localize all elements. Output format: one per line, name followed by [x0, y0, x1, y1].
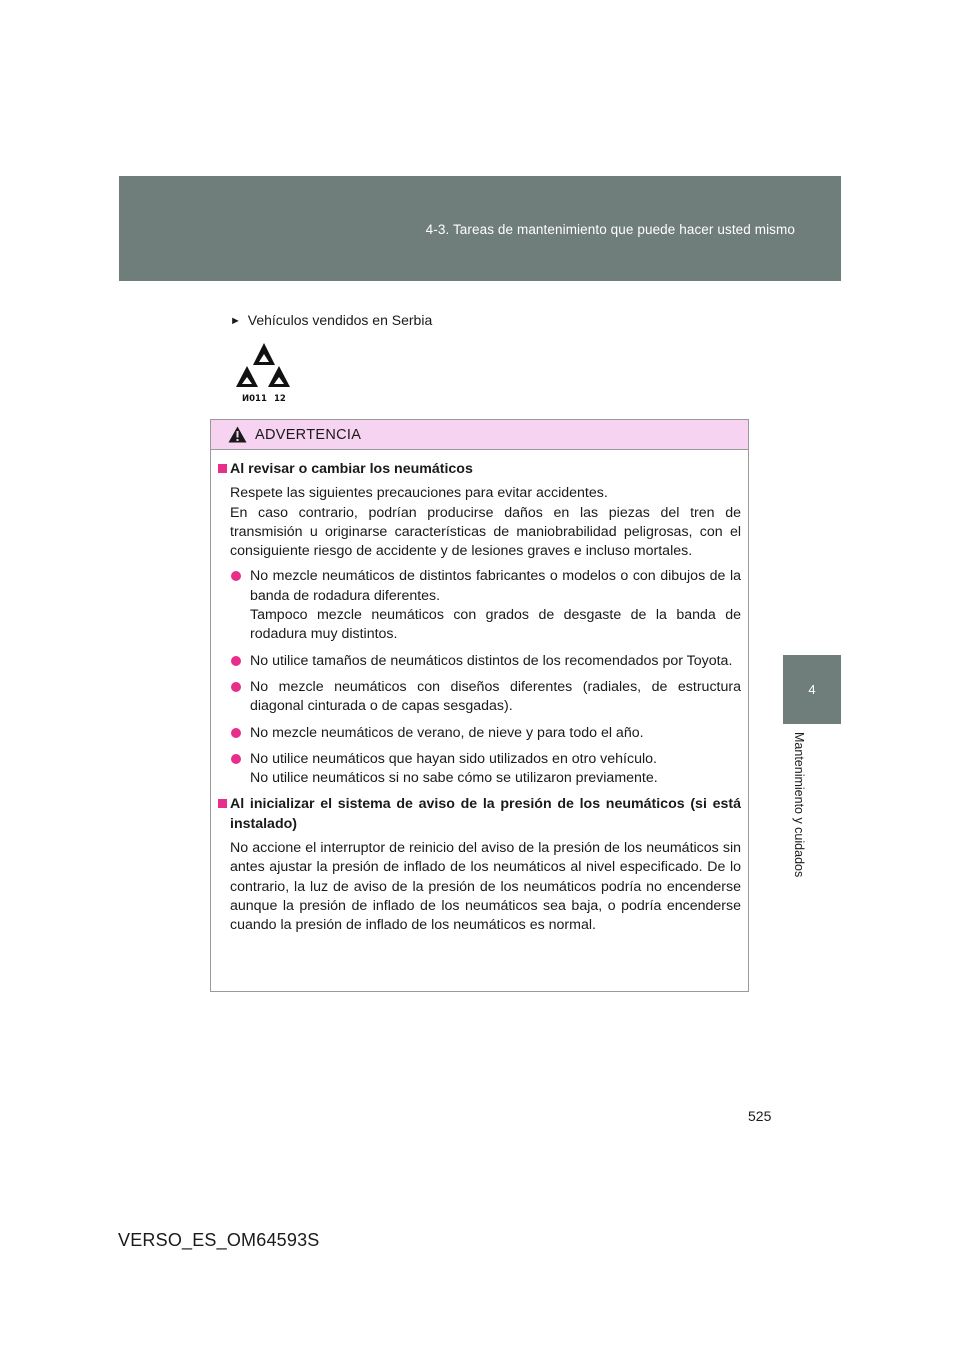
warning-title: ADVERTENCIA — [255, 426, 362, 443]
circle-bullet-icon — [231, 571, 241, 581]
subheading-text: Vehículos vendidos en Serbia — [247, 312, 433, 328]
document-code: VERSO_ES_OM64593S — [118, 1230, 320, 1250]
circle-bullet-icon — [231, 682, 241, 692]
serbia-approval-mark-icon — [233, 340, 297, 404]
list-item: No utilice tamaños de neumáticos distintos de los recomendados por Toyota. — [218, 652, 741, 671]
paragraph-intro: Respete las siguientes precauciones para evitar accidentes. En caso contrario, podrían producirse daños en las piezas del tren de transmisión u originarse características de maniobrabilidad peligrosas, con el consiguiente riesgo de accidente y de lesiones graves e incluso mortales. — [230, 485, 741, 560]
square-bullet-icon — [218, 799, 227, 808]
header-band — [119, 176, 841, 281]
warning-box — [210, 419, 749, 992]
triangle-marker-icon: ► — [230, 315, 241, 327]
chapter-tab — [783, 655, 841, 724]
list-item: No mezcle neumáticos con diseños diferentes (radiales, de estructura diagonal cinturada o de capas sesgadas). — [218, 678, 741, 717]
subheading — [230, 312, 432, 328]
chapter-label: Mantenimiento y cuidados — [792, 732, 806, 878]
chapter-number: 4 — [808, 682, 816, 697]
warning-triangle-icon — [228, 426, 247, 443]
warning-header — [211, 420, 748, 450]
circle-bullet-icon — [231, 656, 241, 666]
warning-body — [211, 450, 748, 936]
section-heading-tpms: Al inicializar el sistema de aviso de la presión de los neumáticos (si está instalado) — [218, 795, 741, 834]
mark-code-left: И011 — [242, 394, 267, 404]
circle-bullet-icon — [231, 728, 241, 738]
section-title: 4-3. Tareas de mantenimiento que puede hacer usted mismo — [425, 222, 795, 237]
list-item: No utilice neumáticos que hayan sido utilizados en otro vehículo. No utilice neumáticos si no sabe cómo se utilizaron previamente. — [218, 750, 741, 789]
list-item: No mezcle neumáticos de distintos fabricantes o modelos o con dibujos de la banda de rodadura diferentes. Tampoco mezcle neumáticos con grados de desgaste de la banda de rodadura muy distintos. — [218, 567, 741, 644]
section-heading-tires: Al revisar o cambiar los neumáticos — [218, 460, 741, 479]
list-item: No mezcle neumáticos de verano, de nieve y para todo el año. — [218, 724, 741, 743]
paragraph-tpms: No accione el interruptor de reinicio del aviso de la presión de los neumáticos sin antes ajustar la presión de inflado de los neumáticos al nivel especificado. De lo contrario, la luz de aviso de la presión de los neumáticos podría no encenderse aunque la presión de inflado de los neumáticos sea baja, o podría encenderse cuando la presión de inflado de los neumáticos es normal. — [230, 840, 741, 934]
square-bullet-icon — [218, 464, 227, 473]
circle-bullet-icon — [231, 754, 241, 764]
page-number: 525 — [748, 1108, 772, 1124]
mark-code-right: 12 — [274, 394, 286, 404]
